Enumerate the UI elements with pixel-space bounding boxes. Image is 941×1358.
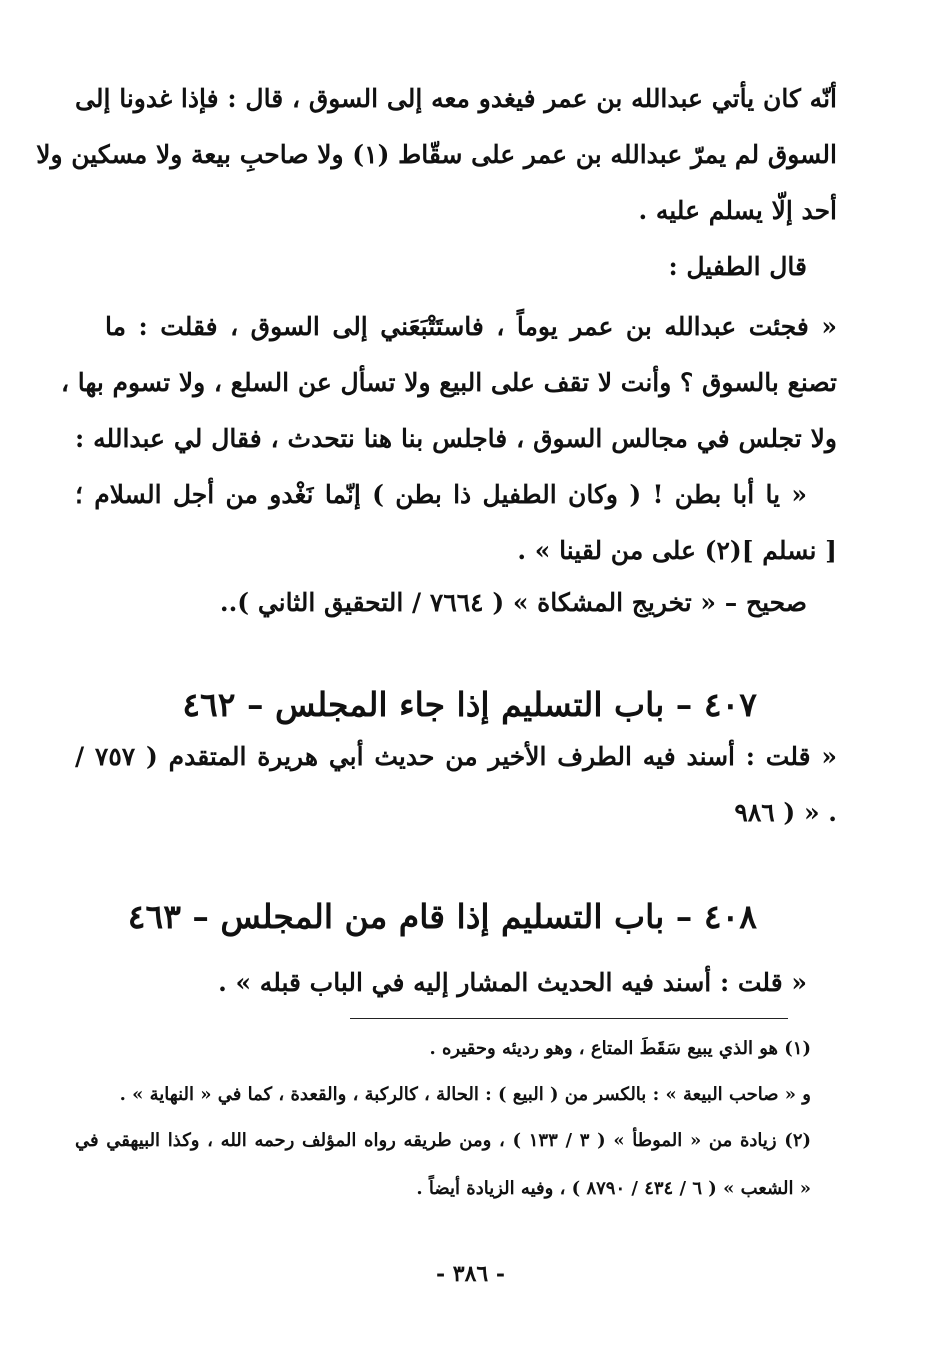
section-text-line: « قلت : أسند فيه الحديث المشار إليه في الباب قبله » . — [218, 968, 807, 997]
footnote-separator — [350, 1018, 788, 1019]
footnote-line: « الشعب » ( ٦ / ٤٣٤ / ٨٧٩٠ ) ، وفيه الزيادة أيضاً . — [416, 1178, 811, 1199]
body-line-indented: « فجئت عبدالله بن عمر يوماً ، فاستَتْبَعَني إلى السوق ، فقلت : ما — [105, 312, 837, 341]
body-line-indented: « يا أبا بطن ! ( وكان الطفيل ذا بطن ) إنّما نَغْدو من أجل السلام ؛ — [75, 480, 807, 509]
body-line: [ نسلم ](٢) على من لقينا » . — [517, 536, 837, 565]
footnote-line: (١) هو الذي يبيع سَقَطَ المتاع ، وهو رديئه وحقيره . — [429, 1038, 811, 1059]
footnote-line: (٢) زيادة من « الموطأ » ( ٣ / ١٣٣ ) ، ومن طريقه رواه المؤلف رحمه الله ، وكذا البيهقي في — [75, 1130, 812, 1151]
section-heading: ٤٠٧ – باب التسليم إذا جاء المجلس – ٤٦٢ — [182, 685, 757, 724]
body-line: تصنع بالسوق ؟ وأنت لا تقف على البيع ولا تسأل عن السلع ، ولا تسوم بها ، — [60, 368, 837, 397]
body-line-indented: قال الطفيل : — [668, 252, 807, 281]
body-line: أحد إلّا يسلم عليه . — [638, 196, 837, 225]
section-text-line: ٩٨٦ ) » . — [734, 798, 837, 827]
footnote-line: و « صاحب البيعة » : بالكسر من ( البيع ) : الحالة ، كالركبة ، والقعدة ، كما في « النهاية » . — [119, 1084, 811, 1105]
grading-line: صحيح – « تخريج المشكاة » ( ٧٦٦٤ / التحقيق الثاني ).. — [219, 588, 807, 617]
body-line: أنّه كان يأتي عبدالله بن عمر فيغدو معه إلى السوق ، قال : فإذا غدونا إلى — [75, 84, 837, 113]
body-line: ولا تجلس في مجالس السوق ، فاجلس بنا هنا نتحدث ، فقال لي عبدالله : — [75, 424, 837, 453]
section-heading: ٤٠٨ – باب التسليم إذا قام من المجلس – ٤٦٣ — [127, 897, 757, 936]
page-number: - ٣٨٦ - — [435, 1261, 506, 1287]
section-text-line: « قلت : أسند فيه الطرف الأخير من حديث أبي هريرة المتقدم ( ٧٥٧ / — [75, 742, 837, 771]
body-line: السوق لم يمرّ عبدالله بن عمر على سقّاط (١) ولا صاحبِ بيعة ولا مسكين ولا — [36, 140, 837, 169]
